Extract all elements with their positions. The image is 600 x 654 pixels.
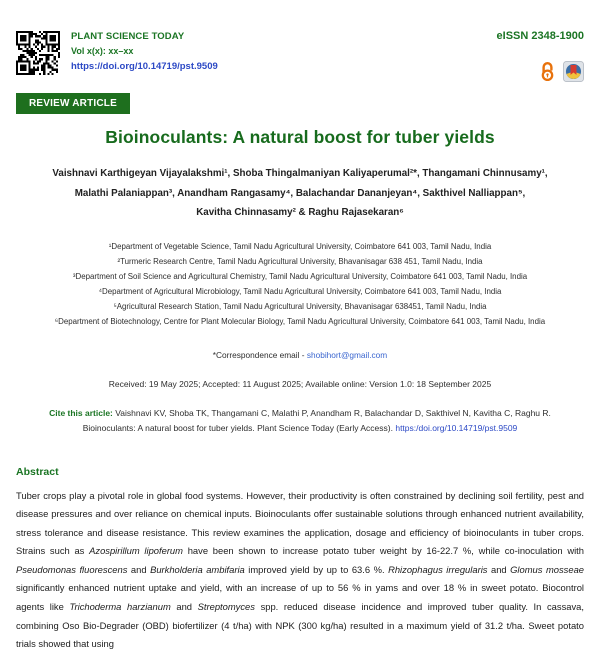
- article-type-badge: REVIEW ARTICLE: [16, 93, 130, 114]
- correspondence-label: *Correspondence email -: [212, 349, 307, 360]
- journal-volume: Vol x(x): xx–xx: [71, 46, 134, 56]
- open-access-icon[interactable]: [539, 60, 556, 82]
- affiliation-line: ⁶Department of Biotechnology, Centre for Plant Molecular Biology, Tamil Nadu Agricultural University, Coimbatore 641 003, Tamil Nadu, India: [54, 316, 546, 326]
- abstract-heading: Abstract: [16, 465, 59, 478]
- correspondence-email-link[interactable]: shobihort@gmail.com: [306, 349, 388, 360]
- author-list: [16, 164, 584, 223]
- journal-name: PLANT SCIENCE TODAY: [71, 31, 185, 42]
- affiliation-line: ⁵Agricultural Research Station, Tamil Nadu Agricultural University, Bhavanisagar 638451, Tamil Nadu, India: [113, 301, 487, 311]
- affiliation-line: ⁴Department of Agricultural Microbiology, Tamil Nadu Agricultural University, Coimbatore 641 003, Tamil Nadu, India: [98, 286, 502, 296]
- affiliation-list: [16, 239, 584, 329]
- journal-doi-link[interactable]: https://doi.org/10.14719/pst.9509: [71, 61, 218, 72]
- dates-line: Received: 19 May 2025; Accepted: 11 August 2025; Available online: Version 1.0: 18 September 2025: [108, 378, 492, 389]
- crossmark-icon[interactable]: [563, 61, 584, 82]
- article-title: Bioinoculants: A natural boost for tuber yields: [105, 127, 495, 147]
- affiliation-line: ²Turmeric Research Centre, Tamil Nadu Agricultural University, Bhavanisagar 638 451, Tamil Nadu, India: [117, 256, 483, 266]
- citation-block: [16, 406, 584, 436]
- author-line: Vaishnavi Karthigeyan Vijayalakshmi¹, Shoba Thingalmaniyan Kaliyaperumal²*, Thangamani Chinnusamy¹,: [52, 168, 548, 179]
- citation-doi-link[interactable]: https:/doi.org/10.14719/pst.9509: [395, 422, 518, 433]
- affiliation-line: ³Department of Soil Science and Agricultural Chemistry, Tamil Nadu Agricultural University, Coimbatore 641 003, Tamil Nadu, India: [72, 271, 528, 281]
- author-line: Kavitha Chinnasamy² & Raghu Rajasekaran⁶: [196, 207, 404, 218]
- author-line: Malathi Palaniappan³, Anandham Rangasamy⁴, Balachandar Dananjeyan⁴, Sakthivel Nalliappan⁵,: [74, 187, 526, 199]
- abstract-text: Tuber crops play a pivotal role in global food systems. However, their productivity is often constrained by declining soil fertility, pest and disease pressures and over reliance on chemical inputs. Bioinoculants offer sustainable solutions through enhanced nutrient availability, stress tolerance and disease resistance. This review examines the application, dosage and efficiency of bioinoculants in tuber crops. Strains such as Azospirillum lipoferum have been shown to increase potato tuber weight by 16-22.7 %, while co-inoculation with Pseudomonas fluorescens and Burkholderia ambifaria improved yield by up to 63.6 %. Rhizophagus irregularis and Glomus mosseae significantly enhanced nutrient uptake and yield, with an increase of up to 56 % in yams and over 18 % in sweet potato. Biocontrol agents like Trichoderma harzianum and Streptomyces spp. reduced disease incidence and improved tuber quality. In cassava, combining Oso Bio-Degrader (OBD) biofertilizer (4 t/ha) with NPK (300 kg/ha) resulted in a maximum yield of 31.2 t/ha. Sweet potato trials showed that using: [16, 489, 584, 650]
- citation-text: Vaishnavi KV, Shoba TK, Thangamani C, Malathi P, Anandham R, Balachandar D, Sakthivel N, Kavitha C, Raghu R. Bioinoculants: A natural boost for tuber yields. Plant Science Today (Early Access).: [82, 407, 551, 433]
- affiliation-line: ¹Department of Vegetable Science, Tamil Nadu Agricultural University, Coimbatore 641 003, Tamil Nadu, India: [108, 241, 492, 251]
- eissn-label: eISSN 2348-1900: [496, 30, 584, 42]
- citation-label: Cite this article:: [49, 407, 113, 418]
- qr-code-icon: [16, 30, 60, 76]
- correspondence-line: [16, 350, 584, 360]
- page-header: [16, 30, 584, 82]
